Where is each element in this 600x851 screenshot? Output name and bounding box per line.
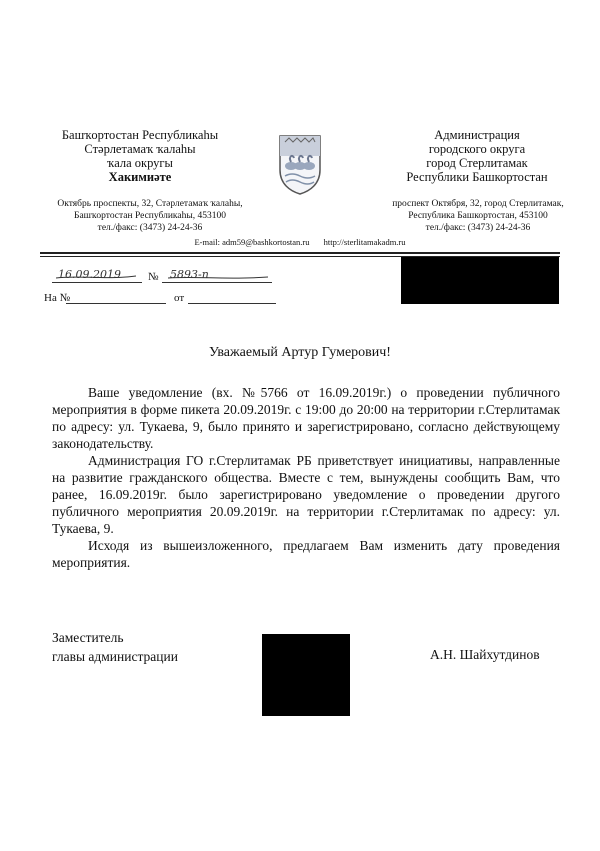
city-coat-of-arms-icon bbox=[277, 134, 323, 196]
address-left-line1: Октябрь проспекты, 32, Стәрлетамаҡ ҡалаһы, bbox=[57, 199, 243, 209]
number-strikethrough-mark bbox=[168, 273, 268, 283]
signatory-title-line1: Заместитель bbox=[52, 630, 124, 645]
address-left-line3: тел./факс: (3473) 24-24-36 bbox=[97, 223, 203, 233]
header-left-line4: Хакимиәте bbox=[108, 170, 172, 184]
signatory-name: А.Н. Шайхутдинов bbox=[430, 647, 540, 662]
letter-body bbox=[52, 384, 560, 571]
header-right-russian bbox=[372, 128, 582, 184]
registration-date: 16.09.2019 bbox=[58, 268, 121, 281]
signatory-title-line2: главы администрации bbox=[52, 649, 178, 664]
header-right-line1: Администрация bbox=[434, 128, 520, 142]
contact-line bbox=[40, 237, 560, 247]
body-paragraph-2: Администрация ГО г.Стерлитамак РБ приветствует инициативы, направленные на развитие гражданского общества. Вместе с тем, вынуждены сообщить Вам, что ранее, 16.09.2019г. было зарегистрировано уведомление о проведении другого публичного мероприятия 20.09.2019г. на территории г.Стерлитамак по адресу: ул. Тукаева, 9. bbox=[52, 453, 560, 536]
reply-to-line bbox=[66, 303, 166, 304]
header-left-bashkir bbox=[40, 128, 240, 184]
header-right-line3: город Стерлитамак bbox=[426, 156, 528, 170]
body-paragraph-3: Исходя из вышеизложенного, предлагаем Вам изменить дату проведения мероприятия. bbox=[52, 538, 560, 570]
strikethrough-mark bbox=[56, 272, 136, 282]
redacted-recipient-block bbox=[401, 257, 559, 304]
redacted-signature-block bbox=[262, 634, 350, 716]
reply-to-label: На № bbox=[44, 292, 71, 304]
address-right-line3: тел./факс: (3473) 24-24-36 bbox=[425, 223, 531, 233]
header-left-line3: ҡала округы bbox=[107, 156, 173, 170]
registration-date-line bbox=[52, 282, 142, 283]
header-left-line1: Башҡортостан Республикаһы bbox=[61, 128, 219, 142]
from-line bbox=[188, 303, 276, 304]
header-divider-thick bbox=[40, 252, 560, 254]
body-paragraph-1: Ваше уведомление (вх. №5766 от 16.09.2019г.) о проведении публичного мероприятия в форме пикета 20.09.2019г. с 19:00 до 20:00 на территории г.Стерлитамак по адресу: ул. Тукаева, 9, было принято и зарегистрировано, согласно действующему законодательству. bbox=[52, 385, 560, 451]
from-label: от bbox=[174, 292, 185, 304]
address-left-line2: Башҡортостан Республикаһы, 453100 bbox=[73, 211, 226, 221]
header-right-line2: городского округа bbox=[428, 142, 526, 156]
signatory-title bbox=[52, 628, 178, 666]
email-text: E-mail: adm59@bashkortostan.ru bbox=[194, 237, 310, 247]
website-text: http://sterlitamakadm.ru bbox=[323, 237, 406, 247]
registration-number-label: № bbox=[148, 271, 159, 283]
address-right-line2: Республика Башкортостан, 453100 bbox=[408, 211, 548, 221]
registration-number: 5893-п bbox=[170, 268, 209, 281]
header-left-line2: Стәрлетамаҡ ҡалаһы bbox=[84, 142, 196, 156]
salutation: Уважаемый Артур Гумерович! bbox=[209, 345, 391, 360]
address-right bbox=[368, 198, 588, 234]
address-right-line1: проспект Октября, 32, город Стерлитамак, bbox=[392, 199, 564, 209]
address-left bbox=[40, 198, 260, 234]
header-right-line4: Республики Башкортостан bbox=[406, 170, 548, 184]
